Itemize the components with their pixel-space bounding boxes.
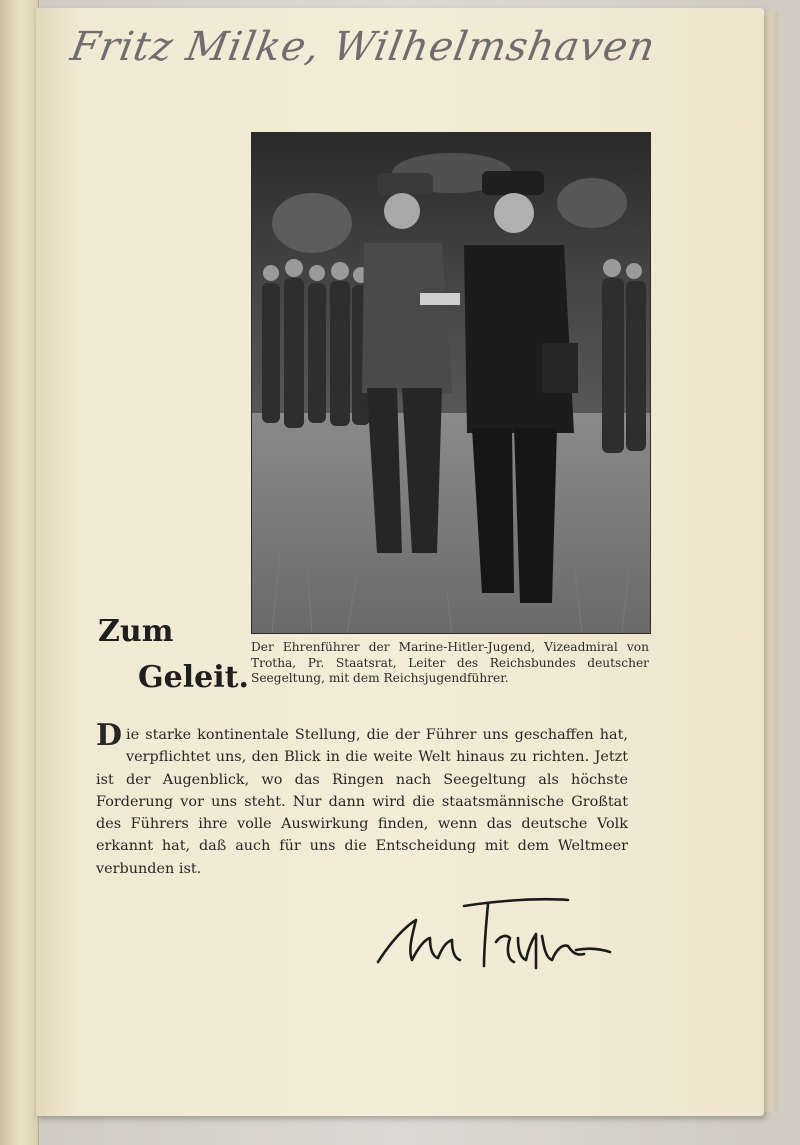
photo-caption: Der Ehrenführer der Marine-Hitler-Jugend, Vizeadmiral von Trotha, Pr. Staatsrat, Leiter des Reichsbundes deutscher Seegeltung, mit dem Reichsjugendführer. xyxy=(251,640,649,685)
heading-line-1: Zum xyxy=(98,614,174,649)
foreword-body: ie starke kontinentale Stellung, die der Führer uns geschaffen hat, verpflichtet uns, den Blick in die weite Welt hinaus zu richten. Jetzt ist der Augenblick, wo das Ringen nach Seegeltung als höchste Forderung vor uns steht. Nur dann wird die staatsmännische Großtat des Führers ihre volle Auswirkung finden, wenn das deutsche Volk erkannt hat, daß auch für uns die Entscheidung mit dem Weltmeer verbunden ist. xyxy=(96,727,628,877)
facing-page-edge xyxy=(0,0,39,1145)
foreword-text xyxy=(96,718,628,880)
handwritten-inscription: Fritz Milke, Wilhelmshaven xyxy=(67,24,660,70)
signature xyxy=(372,890,622,980)
signature-icon xyxy=(372,890,622,980)
heading-line-2: Geleit. xyxy=(138,660,249,695)
page-stack-edge xyxy=(764,12,778,1112)
photograph xyxy=(251,132,651,634)
photograph-icon xyxy=(252,133,650,633)
drop-cap-initial: D xyxy=(96,718,123,753)
